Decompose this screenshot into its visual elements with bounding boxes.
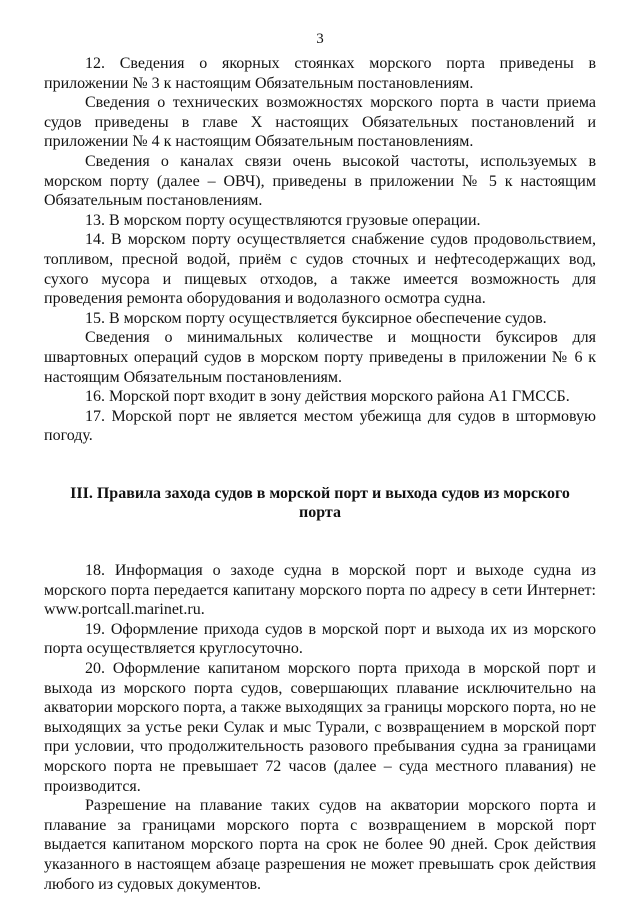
- paragraph-13: 13. В морском порту осуществляются грузовые операции.: [85, 211, 481, 229]
- paragraph-technical-capabilities: Сведения о технических возможностях морского порта в части приема судов приведены в главе X настоящих Обязательных постановлений и приложении № 4 к настоящим Обязательным постановлениям.: [44, 94, 596, 151]
- paragraph-20: 20. Оформление капитаном морского порта прихода в морской порт и выхода из морского порта судов, совершающих плавание исключительно на акватории морского порта, а также выходящих за границы морского порта, но не выходящих за устье реки Сулак и мыс Турали, с возвращением в морской порт при условии, что продолжительность разового пребывания судна за границами морского порта не превышает 72 часов (далее – суда местного плавания) не производится.: [44, 660, 596, 795]
- paragraph-19: 19. Оформление прихода судов в морской порт и выхода их из морского порта осуществляется круглосуточно.: [44, 620, 596, 658]
- paragraph-tugs-info: Сведения о минимальных количестве и мощности буксиров для швартовных операций судов в морском порту приведены в приложении № 6 к настоящим Обязательным постановлениям.: [44, 329, 596, 386]
- paragraph-14: 14. В морском порту осуществляется снабжение судов продовольствием, топливом, пресной водой, приём с судов сточных и нефтесодержащих вод, сухого мусора и пищевых отходов, а также имеется возможность для проведения ремонта оборудования и водолазного осмотра судна.: [44, 231, 596, 308]
- paragraph-18: 18. Информация о заходе судна в морской порт и выходе судна из морского порта передается капитану морского порта по адресу в сети Интернет: www.portcall.marinet.ru.: [44, 562, 596, 619]
- document-body: [44, 54, 596, 894]
- paragraph-local-navigation-permit: Разрешение на плавание таких судов на акватории морского порта и плавание за границами морского порта с возвращением в морской порт выдается капитаном морского порта на срок не более 90 дней. Срок действия указанного в настоящем абзаце разрешения не может превышать срок действия любого из судовых документов.: [44, 797, 596, 893]
- page-number: 3: [316, 31, 324, 47]
- paragraph-17: 17. Морской порт не является местом убежища для судов в штормовую погоду.: [44, 407, 596, 445]
- paragraph-vhf-channels: Сведения о каналах связи очень высокой частоты, используемых в морском порту (далее – ОВЧ), приведены в приложении № 5 к настоящим Обязательным постановлениям.: [44, 152, 596, 210]
- paragraph-16: 16. Морской порт входит в зону действия морского района А1 ГМССБ.: [85, 388, 570, 406]
- paragraph-15: 15. В морском порту осуществляется буксирное обеспечение судов.: [85, 309, 547, 327]
- section-heading: III. Правила захода судов в морской порт и выхода судов из морского порта: [70, 484, 570, 522]
- paragraph-12: 12. Сведения о якорных стоянках морского порта приведены в приложении № 3 к настоящим Обязательным постановлениям.: [44, 55, 596, 92]
